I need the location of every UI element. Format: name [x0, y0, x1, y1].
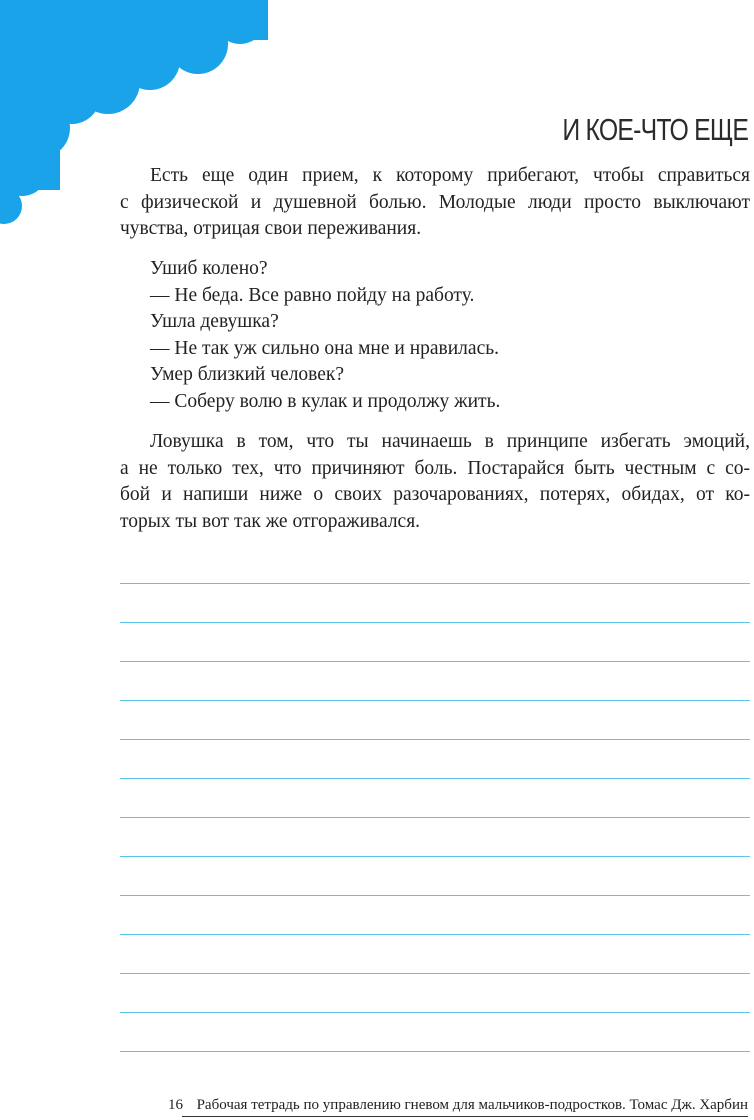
writing-line[interactable]	[120, 856, 750, 857]
dialogue-line: Ушиб колено?	[150, 258, 268, 279]
prompt-paragraph	[120, 429, 750, 535]
writing-line[interactable]	[120, 778, 750, 779]
paragraph-line: торых ты вот так же отгораживался.	[120, 510, 421, 532]
writing-line[interactable]	[120, 739, 750, 740]
writing-line[interactable]	[120, 1051, 750, 1052]
dialogue-line: — Не беда. Все равно пойду на работу.	[150, 284, 475, 306]
writing-line[interactable]	[120, 973, 750, 974]
running-title-underline	[182, 1116, 748, 1117]
page-number: 16	[168, 1097, 183, 1113]
paragraph-line: чувства, отрицая свои переживания.	[120, 218, 422, 239]
writing-line[interactable]	[120, 817, 750, 818]
paragraph-line: Ловушка в том, что ты начинаешь в принципе избегать эмоций,	[150, 431, 750, 452]
intro-paragraph	[120, 163, 750, 243]
writing-line[interactable]	[120, 934, 750, 935]
dialogue-line: Ушла девушка?	[150, 311, 279, 332]
running-title	[182, 1097, 748, 1114]
writing-lines-area[interactable]	[120, 583, 750, 1063]
writing-line[interactable]	[120, 1012, 750, 1013]
dialogue-line: — Соберу волю в кулак и продолжу жить.	[150, 390, 501, 412]
writing-line[interactable]	[120, 661, 750, 662]
paragraph-line: с физической и душевной болью. Молодые люди просто выключают	[120, 191, 750, 213]
section-heading: И КОЕ-ЧТО ЕЩЕ	[562, 112, 748, 147]
dialogue-line: Умер близкий человек?	[150, 364, 345, 385]
writing-line[interactable]	[120, 622, 750, 623]
writing-line[interactable]	[120, 700, 750, 701]
writing-line[interactable]	[120, 895, 750, 896]
dialogue-list	[150, 256, 500, 415]
paragraph-line: Есть еще один прием, к которому прибегают, чтобы справиться	[150, 165, 750, 186]
writing-line[interactable]	[120, 583, 750, 584]
running-title-text: Рабочая тетрадь по управлению гневом для мальчиков-подростков. Томас Дж. Харбин	[196, 1097, 748, 1113]
dialogue-line: — Не так уж сильно она мне и нравилась.	[150, 337, 499, 359]
paragraph-line: а не только тех, что причиняют боль. Постарайся быть честным с со-	[120, 457, 750, 479]
paragraph-line: бой и напиши ниже о своих разочарованиях, потерях, обидах, от ко-	[120, 484, 750, 505]
